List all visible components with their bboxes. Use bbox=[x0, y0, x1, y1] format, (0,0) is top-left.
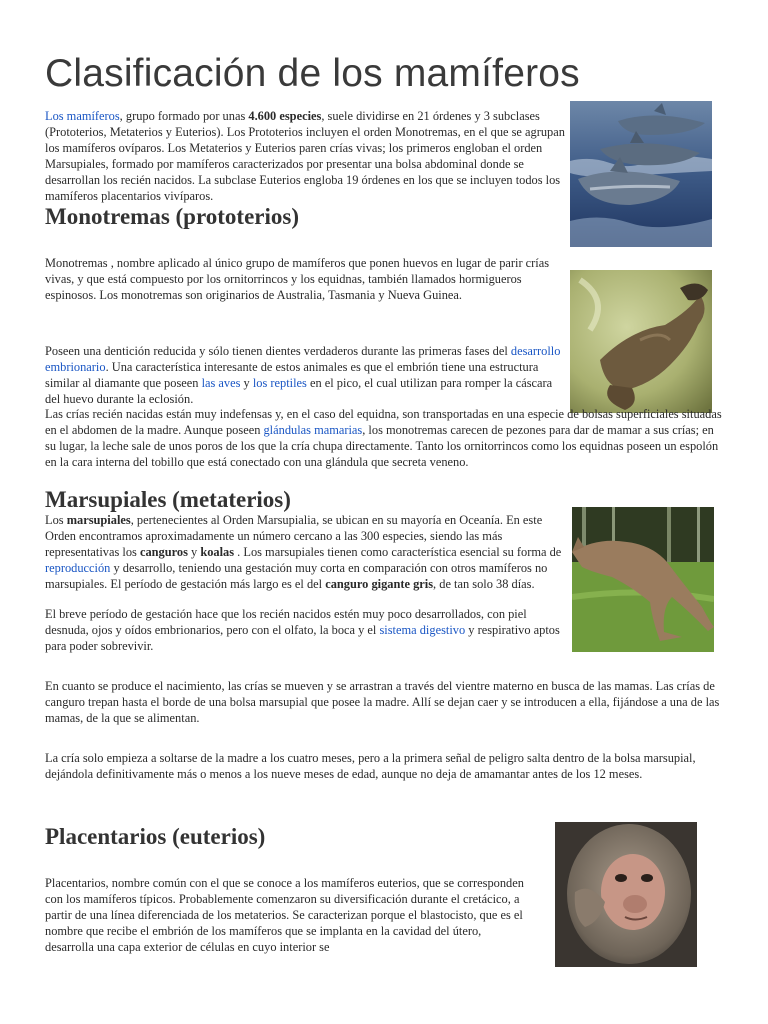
mars-p2-text-b: y respirativo aptos para poder sobrevivir. bbox=[45, 622, 560, 653]
monotremas-paragraph-1: Monotremas , nombre aplicado al único grupo de mamíferos que ponen huevos en lugar de parir crías vivas, y que está compuesto por los ornitorrincos y los equidnas, también llamados hormigueros espinosos. Los monotremas son originarios de Australia, Tasmania y Nueva Guinea. bbox=[45, 256, 550, 302]
mars-p1-text-c: y bbox=[187, 544, 201, 559]
mono-p3-text-b: , los monotremas carecen de pezones para dar de mamar a sus crías; en su lugar, la leche sale de unos poros de los que la cría chupa directamente. Tanto los ornitorrincos como los equidnas poseen un espolón en la cara interna del tobillo que está conectado con una glándula que secreta veneno. bbox=[45, 422, 719, 469]
link-desarrollo-embrionario[interactable]: desarrollo embrionario bbox=[45, 344, 561, 374]
mono-p3-text-a: Las crías recién nacidas están muy indefensas y, en el caso del equidna, son transportadas en una especie de bolsas superficiales situadas en el abdomen de la madre. Aunque poseen bbox=[45, 407, 722, 437]
marsupiales-paragraph-1 bbox=[45, 513, 565, 593]
marsupiales-paragraph-4: La cría solo empieza a soltarse de la madre a los cuatro meses, pero a la primera señal de peligro salta dentro de la bolsa marsupial, dejándola definitivamente más o menos a los nueve meses de edad, aunque no deja de amamantar antes de los 12 meses. bbox=[45, 751, 696, 781]
mono-p2-text-d: en el pico, el cual utilizan para romper la cáscara del huevo durante la eclosión. bbox=[45, 375, 553, 406]
mars-p1-text-b: , pertenecientes al Orden Marsupialia, se ubican en su mayoría en Oceanía. En este Orden encontramos aproximadamente un número cercano a las 300 especies, siendo las más representativas los bbox=[45, 513, 543, 559]
mars-p1-text-f: , de tan solo 38 días. bbox=[433, 576, 535, 591]
monotremas-paragraph-2 bbox=[45, 344, 565, 408]
bold-canguro-gigante-gris: canguro gigante gris bbox=[325, 576, 434, 591]
bold-marsupiales: marsupiales bbox=[66, 513, 131, 527]
intro-bold-especies: 4.600 especies bbox=[248, 109, 322, 123]
page-title: Clasificación de los mamíferos bbox=[45, 52, 580, 95]
mono-p2-text-b: . Una característica interesante de estos animales es que el embrión tiene una estructura similar al diamante que poseen bbox=[45, 359, 539, 390]
heading-marsupiales: Marsupiales (metaterios) bbox=[45, 487, 291, 512]
monotremas-paragraph-3 bbox=[45, 407, 725, 471]
mono-p2-text-c: y bbox=[240, 375, 253, 390]
dolphins-photo bbox=[570, 101, 712, 247]
heading-placentarios: Placentarios (euterios) bbox=[45, 824, 266, 849]
link-los-reptiles[interactable]: los reptiles bbox=[252, 375, 307, 390]
mars-p1-text-d: . Los marsupiales tienen como característica esencial su forma de bbox=[234, 544, 562, 559]
mars-p2-text-a: El breve período de gestación hace que los recién nacidos estén muy poco desarrollados, con piel desnuda, ojos y oídos embrionarios, pero con el olfato, la boca y el bbox=[45, 607, 527, 637]
marsupiales-paragraph-2 bbox=[45, 607, 565, 655]
bold-canguros: canguros bbox=[139, 544, 188, 559]
monkey-photo bbox=[555, 822, 697, 967]
intro-text-1: , grupo formado por unas bbox=[119, 109, 249, 123]
placentarios-paragraph-1: Placentarios, nombre común con el que se conoce a los mamíferos euterios, que se corresponden con los mamíferos típicos. Probablemente comenzaron su diversificación durante el cretácico, a partir de una línea diferenciada de los metaterios. Se caracterizan porque el blastocisto, que es el nombre que recibe el embrión de los mamíferos que se implanta en la cavidad del útero, desarrolla una capa exterior de células en cuyo interior se bbox=[45, 876, 524, 954]
link-sistema-digestivo[interactable]: sistema digestivo bbox=[379, 622, 466, 637]
marsupiales-paragraph-3: En cuanto se produce el nacimiento, las crías se mueven y se arrastran a través del vientre materno en busca de las mamas. Las crías de canguro trepan hasta el borde de una bolsa marsupial que posee la madre. Allí se dejan caer y se introducen a ella, fijándose a una de las mamas, de la que se alimentan. bbox=[45, 679, 720, 725]
mono-p2-text-a: Poseen una dentición reducida y sólo tienen dientes verdaderos durante las primeras fases del bbox=[45, 344, 511, 358]
intro-paragraph bbox=[45, 109, 565, 204]
link-reproduccion[interactable]: reproducción bbox=[45, 560, 111, 575]
link-las-aves[interactable]: las aves bbox=[201, 375, 241, 390]
link-glandulas-mamarias[interactable]: glándulas mamarias bbox=[263, 422, 363, 437]
bold-koalas: koalas bbox=[200, 544, 235, 559]
link-los-mamiferos[interactable]: Los mamíferos bbox=[45, 109, 120, 123]
intro-text-2: , suele dividirse en 21 órdenes y 3 subclases (Prototerios, Metaterios y Euterios). Los Prototerios incluyen el orden Monotremas, en el que se agrupan los mamíferos ovíparos. Los Metaterios y Euterios paren crías vivas; los primeros engloban el orden Marsupiales, formado por mamíferos caracterizados por presentar una bolsa abdominal donde se desarrollan los recién nacidos. La subclase Euterios engloba 19 órdenes en los que se incluyen todos los mamíferos placentarios vivíparos. bbox=[45, 109, 565, 203]
mars-p1-text-e: y desarrollo, teniendo una gestación muy corta en comparación con otros mamíferos no marsupiales. El período de gestación más largo es el del bbox=[45, 560, 548, 591]
platypus-photo bbox=[570, 270, 712, 413]
heading-monotremas: Monotremas (prototerios) bbox=[45, 204, 299, 229]
mars-p1-text-a: Los bbox=[45, 513, 67, 527]
kangaroo-photo bbox=[572, 507, 714, 652]
